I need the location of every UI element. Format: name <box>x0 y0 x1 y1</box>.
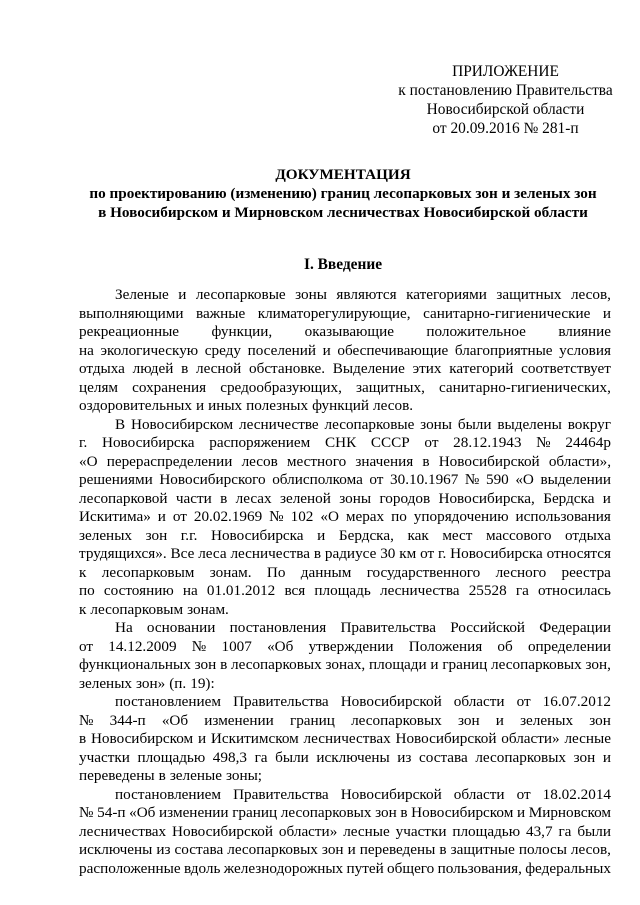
text-line: расположенные вдоль железнодорожных путей общего пользования, федеральных <box>79 859 611 877</box>
text-line: на экологическую среду поселений и обеспечивающие благоприятные условия <box>79 341 611 359</box>
text-line: трудящихся». Все леса лесничества в радиусе 30 км от г. Новосибирска относятся <box>79 545 611 562</box>
text-line: выполняющими важные климаторегулирующие, санитарно-гигиенические и <box>79 304 611 322</box>
appendix-line-3: от 20.09.2016 № 281-п <box>432 120 579 137</box>
text-line: зеленых зон г.г. Новосибирска и Бердска, как мест массового отдыха <box>79 526 611 544</box>
text-line: № 344-п «Об изменении границ лесопарковых зон и зеленых зон <box>79 711 611 729</box>
text-line: отдыха людей в лесной обстановке. Выделение этих категорий соответствует <box>79 360 611 377</box>
text-line: решениями Новосибирского облисполкома от 30.10.1967 № 590 «О выделении <box>79 471 611 488</box>
text-line: к лесопарковым зонам. <box>79 600 229 618</box>
appendix-line-1: к постановлению Правительства <box>398 82 613 99</box>
paragraph <box>79 286 611 416</box>
text-line: оздоровительных и иных полезных функций лесов. <box>79 397 414 414</box>
text-line: г. Новосибирска распоряжением СНК СССР от 28.12.1943 № 24464р <box>79 434 611 451</box>
title-main: ДОКУМЕНТАЦИЯ <box>275 166 411 183</box>
title-sub-1: по проектированию (изменению) границ лесопарковых зон и зеленых зон <box>89 185 597 202</box>
text-line: исключены из состава лесопарковых зон и переведены в защитные полосы лесов, <box>79 841 611 858</box>
document-title <box>60 165 626 222</box>
text-line: по состоянию на 01.01.2012 вся площадь лесничества 25528 га относилась <box>79 582 611 599</box>
paragraph <box>79 619 611 693</box>
text-line: в Новосибирском и Искитимском лесничествах Новосибирской области» лесные <box>79 730 611 747</box>
text-line: Искитима» и от 20.02.1969 № 102 «О мерах по упорядочению использования <box>79 508 611 525</box>
text-line: лесопарковой части в лесах зеленой зоны городов Новосибирска, Бердска и <box>79 489 611 507</box>
text-line: № 54-п «Об изменении границ лесопарковых зон в Новосибирском и Мирновском <box>79 804 611 821</box>
section-heading: I. Введение <box>303 256 383 273</box>
text-line: целям сохранения средообразующих, защитных, санитарно-гигиенических, <box>79 378 611 396</box>
text-line: переведены в зеленые зоны; <box>79 767 263 784</box>
text-line: постановлением Правительства Новосибирской области от 16.07.2012 <box>115 693 611 710</box>
appendix-block <box>398 62 613 138</box>
text-line: постановлением Правительства Новосибирской области от 18.02.2014 <box>115 785 611 803</box>
document-body <box>79 286 611 878</box>
text-line: функциональных зон в лесопарковых зонах, площади и границ лесопарковых зон, <box>79 656 611 673</box>
appendix-label: ПРИЛОЖЕНИЕ <box>452 63 559 80</box>
text-line: «О перераспределении лесов местного значения в Новосибирской области», <box>79 452 611 470</box>
text-line: от 14.12.2009 № 1007 «Об утверждении Положения об определении <box>79 637 611 655</box>
text-line: Зеленые и лесопарковые зоны являются категориями защитных лесов, <box>115 286 611 303</box>
text-line: На основании постановления Правительства Российской Федерации <box>115 619 611 636</box>
paragraph <box>79 786 611 879</box>
text-line: лесничествах Новосибирской области» лесные участки площадью 43,7 га были <box>79 822 611 840</box>
text-line: к лесопарковым зонам. По данным государственного лесного реестра <box>79 563 611 581</box>
appendix-line-2: Новосибирской области <box>426 101 585 118</box>
title-sub-2: в Новосибирском и Мирновском лесничествах Новосибирской области <box>98 204 588 221</box>
text-line: зеленых зон» (п. 19): <box>79 674 215 692</box>
paragraph <box>79 416 611 620</box>
text-line: рекреационные функции, оказывающие положительное влияние <box>79 323 611 340</box>
text-line: В Новосибирском лесничестве лесопарковые зоны были выделены вокруг <box>115 415 611 433</box>
text-line: участки площадью 498,3 га были исключены из состава лесопарковых зон и <box>79 748 611 766</box>
paragraph <box>79 693 611 786</box>
